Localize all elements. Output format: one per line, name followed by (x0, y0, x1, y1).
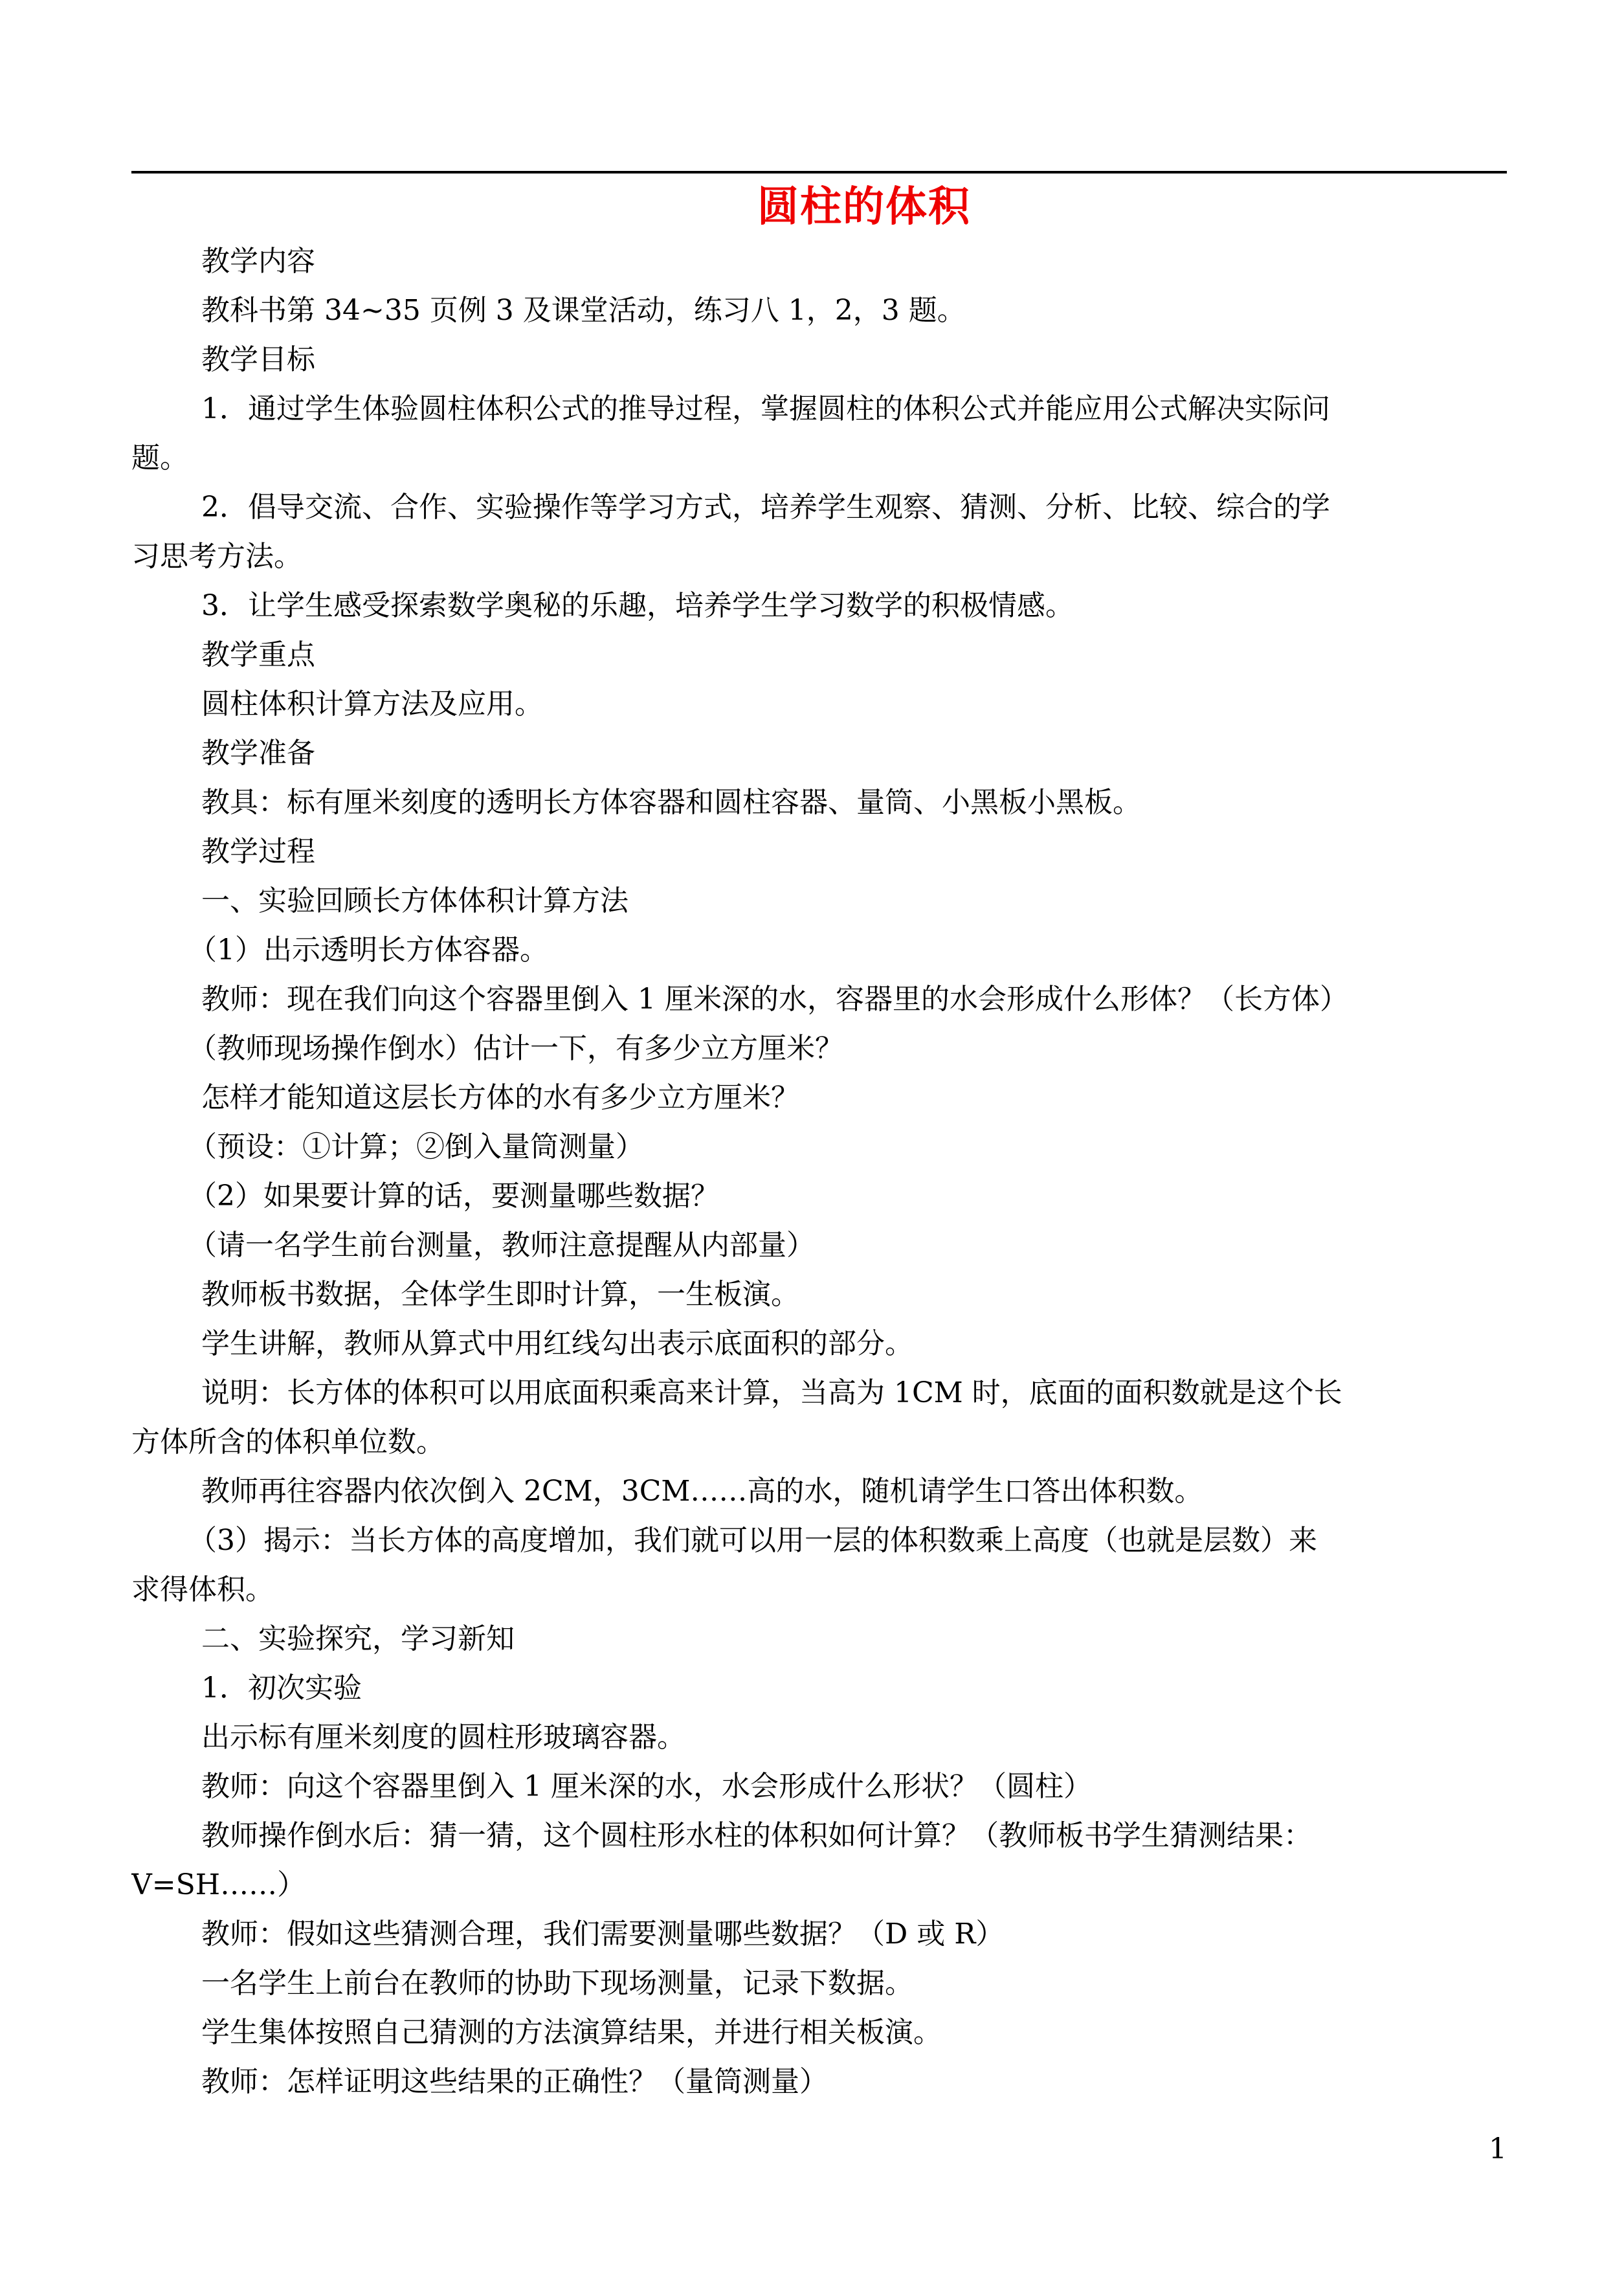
paragraph-line: V=SH……） (131, 1868, 306, 1901)
paragraph-line: 教师再往容器内依次倒入 2CM，3CM……高的水，随机请学生口答出体积数。 (201, 1475, 1203, 1508)
paragraph-line: （3）揭示：当长方体的高度增加，我们就可以用一层的体积数乘上高度（也就是层数）来 (188, 1524, 1317, 1557)
paragraph-line: 求得体积。 (131, 1573, 274, 1606)
paragraph-line: （2）如果要计算的话，要测量哪些数据？ (188, 1180, 719, 1213)
paragraph-line: 教师：怎样证明这些结果的正确性？（量筒测量） (201, 2065, 828, 2098)
document-title: 圆柱的体积 (757, 183, 971, 231)
paragraph-line: （教师现场操作倒水）估计一下，有多少立方厘米？ (188, 1032, 843, 1065)
paragraph-line: 题。 (131, 442, 188, 475)
paragraph-line: 圆柱体积计算方法及应用。 (201, 688, 543, 721)
subsection-heading: 一、实验回顾长方体体积计算方法 (201, 884, 628, 917)
section-heading: 教学过程 (201, 835, 315, 868)
paragraph-line: 怎样才能知道这层长方体的水有多少立方厘米？ (201, 1081, 799, 1114)
paragraph-line: 教具：标有厘米刻度的透明长方体容器和圆柱容器、量筒、小黑板小黑板。 (201, 786, 1141, 819)
paragraph-line: （请一名学生前台测量，教师注意提醒从内部量） (188, 1229, 815, 1262)
paragraph-line: 学生集体按照自己猜测的方法演算结果，并进行相关板演。 (201, 2016, 942, 2049)
paragraph-line: 教师：向这个容器里倒入 1 厘米深的水，水会形成什么形状？（圆柱） (201, 1770, 1092, 1803)
paragraph-line: 一名学生上前台在教师的协助下现场测量，记录下数据。 (201, 1967, 913, 2000)
section-heading: 教学目标 (201, 343, 315, 376)
paragraph-line: 学生讲解，教师从算式中用红线勾出表示底面积的部分。 (201, 1327, 913, 1360)
paragraph-line: （1）出示透明长方体容器。 (188, 934, 548, 967)
subsection-heading: 二、实验探究，学习新知 (201, 1622, 515, 1655)
paragraph-line: 1．通过学生体验圆柱体积公式的推导过程，掌握圆柱的体积公式并能应用公式解决实际问 (201, 392, 1330, 425)
paragraph-line: 教师：现在我们向这个容器里倒入 1 厘米深的水，容器里的水会形成什么形体？（长方体） (201, 983, 1348, 1016)
page-number: 1 (1489, 2132, 1507, 2165)
section-heading: 教学准备 (201, 737, 315, 770)
section-heading: 教学重点 (201, 638, 315, 671)
paragraph-line: 出示标有厘米刻度的圆柱形玻璃容器。 (201, 1721, 685, 1754)
header-rule (131, 171, 1507, 173)
paragraph-line: 教师操作倒水后：猜一猜，这个圆柱形水柱的体积如何计算？（教师板书学生猜测结果： (201, 1819, 1312, 1852)
paragraph-line: 教师板书数据，全体学生即时计算，一生板演。 (201, 1278, 799, 1311)
paragraph-line: （预设：①计算；②倒入量筒测量） (188, 1130, 644, 1163)
paragraph-line: 习思考方法。 (131, 540, 302, 573)
paragraph-line: 教师：假如这些猜测合理，我们需要测量哪些数据？（D 或 R） (201, 1918, 1005, 1951)
paragraph-line: 方体所含的体积单位数。 (131, 1426, 445, 1459)
paragraph-line: 3．让学生感受探索数学奥秘的乐趣，培养学生学习数学的积极情感。 (201, 589, 1074, 622)
paragraph-line: 1．初次实验 (201, 1672, 362, 1705)
paragraph-line: 说明：长方体的体积可以用底面积乘高来计算，当高为 1CM 时，底面的面积数就是这个长 (201, 1376, 1342, 1409)
document-body (131, 237, 1507, 2107)
section-heading: 教学内容 (201, 245, 315, 278)
paragraph-line: 教科书第 34~35 页例 3 及课堂活动，练习八 1，2，3 题。 (201, 294, 966, 327)
paragraph-line: 2．倡导交流、合作、实验操作等学习方式，培养学生观察、猜测、分析、比较、综合的学 (201, 491, 1330, 524)
